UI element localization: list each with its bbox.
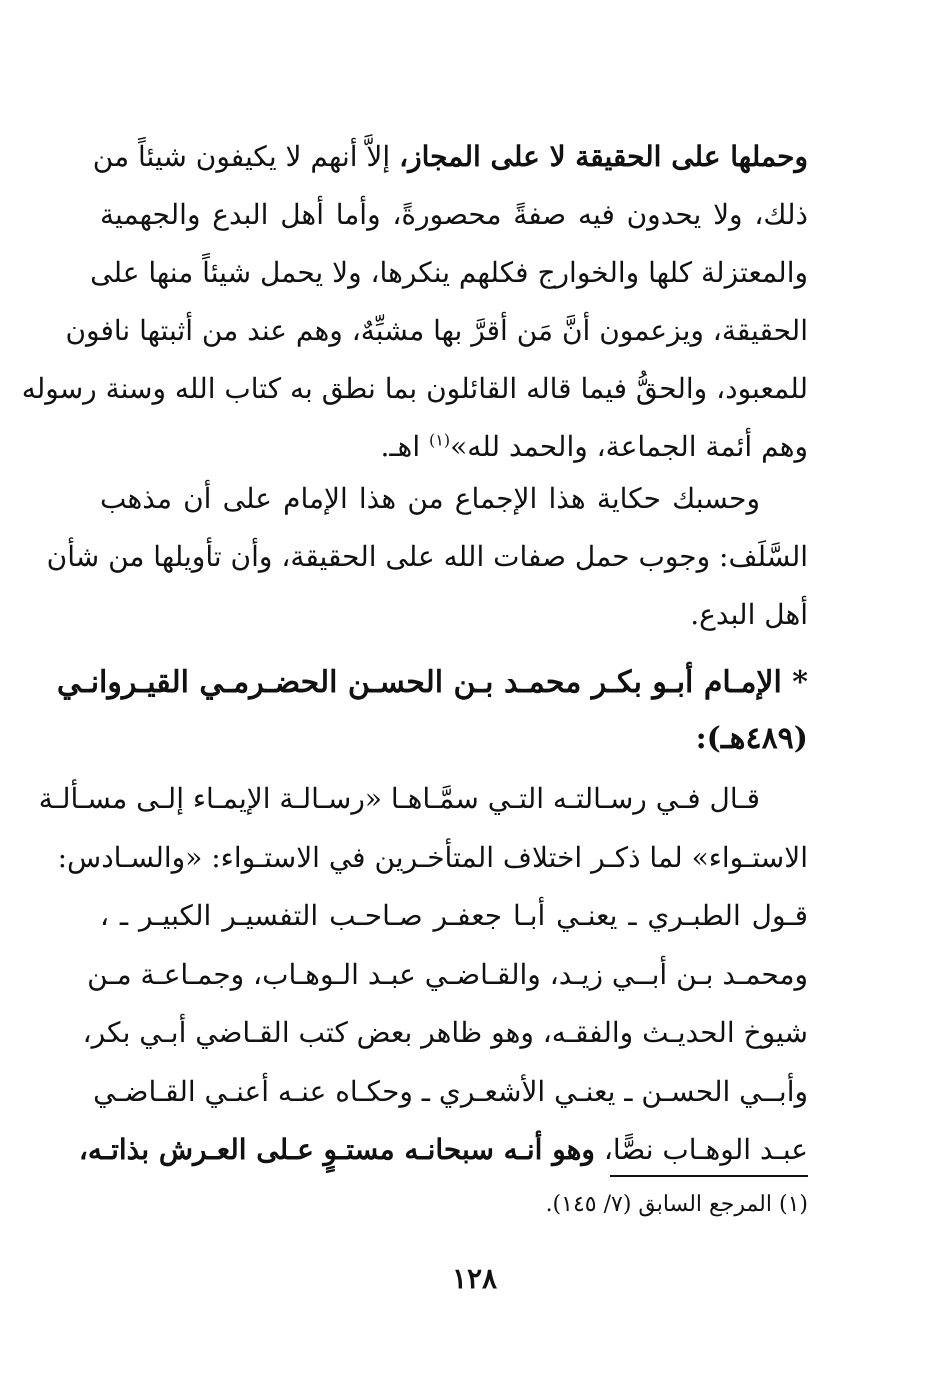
- paragraph-3-line-4: ومحمـد بـن أبــي زيـد، والقـاضـي عبـد الـوهـاب، وجمـاعـة مـن: [87, 957, 808, 991]
- paragraph-3: [38, 770, 808, 1180]
- paragraph-1-line-6: وهم أئمة الجماعة، والحمد لله»$^{(١)}$ اهـ.: [380, 430, 808, 463]
- paragraph-2-line-3: أهل البدع.: [690, 598, 808, 631]
- paragraph-2-line-2: السَّلَف: وجوب حمل صفات الله على الحقيقة، وأن تأويلها من شأن: [46, 540, 808, 573]
- section-heading: [56, 655, 808, 767]
- paragraph-2-line-1: وحسبك حكاية هذا الإجماع من هذا الإمام على أن مذهب: [100, 482, 760, 515]
- paragraph-1-line-2: ذلك، ولا يحدون فيه صفةً محصورةً، وأما أهل البدع والجهمية: [100, 198, 808, 231]
- paragraph-3-line-3: قـول الطبـري ـ يعنـي أبـا جعفـر صـاحـب التفسيـر الكبيـر ـ ،: [100, 899, 808, 932]
- paragraph-3-line-1: قـال فـي رسـالتـه التـي سمَّـاهـا «رسـالـة الإيمـاء إلـى مسـألـة: [38, 782, 760, 815]
- paragraph-2: [46, 470, 808, 644]
- paragraph-3-line-5: شيوخ الحديـث والفقـه، وهو ظاهر بعض كتب القـاضي أبـي بكر،: [82, 1016, 808, 1049]
- paragraph-1-line-1: وحملها على الحقيقة لا على المجاز، إلاَّ أنهم لا يكيفون شيئاً من: [92, 140, 808, 173]
- section-heading-line-1: * الإمـام أبـو بكـر محمـد بـن الحسـن الحضـرمـي القيـروانـي: [56, 665, 808, 700]
- footnote: (١) المرجع السابق (٧/ ١٤٥).: [545, 1192, 808, 1217]
- bold-phrase: وحملها على الحقيقة لا على المجاز،: [399, 140, 808, 173]
- paragraph-3-line-7: عبـد الوهـاب نصًّا، وهو أنـه سبحانـه مستـوٍ عـلى العـرش بذاتـه،: [78, 1133, 808, 1166]
- paragraph-1-line-5: للمعبود، والحقُّ فيما قاله القائلون بما نطق به كتاب الله وسنة رسوله: [21, 372, 808, 405]
- footnote-divider: [610, 1175, 808, 1177]
- page-number: ١٢٨: [451, 1262, 498, 1295]
- section-heading-line-2: (٤٨٩هـ):: [695, 721, 808, 756]
- footnote-reference[interactable]: (١): [429, 430, 451, 450]
- paragraph-3-line-2: الاستـواء» لما ذكـر اختلاف المتأخـرين في الاستـواء: «والسـادس:: [57, 840, 808, 874]
- paragraph-3-line-6: وأبــي الحسـن ـ يعنـي الأشعـري ـ وحكـاه عنـه أعنـي القـاضـي: [93, 1074, 808, 1108]
- paragraph-1: [21, 128, 808, 476]
- paragraph-1-line-4: الحقيقة، ويزعمون أنَّ مَن أقرَّ بها مشبِّهٌ، وهم عند من أثبتها نافون: [65, 314, 808, 347]
- bold-phrase: وهو أنـه سبحانـه مستـوٍ عـلى العـرش بذاتـه،: [78, 1133, 595, 1166]
- paragraph-1-line-3: والمعتزلة كلها والخوارج فكلهم ينكرها، ولا يحمل شيئاً منها على: [90, 256, 808, 289]
